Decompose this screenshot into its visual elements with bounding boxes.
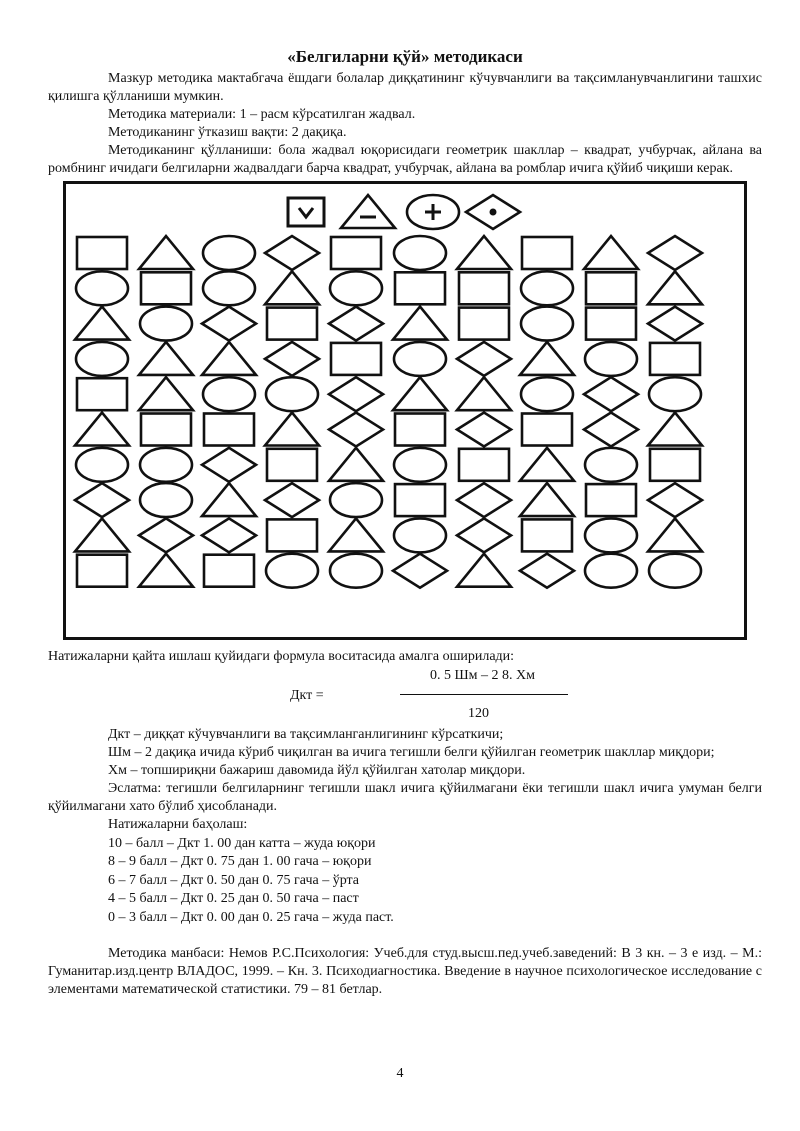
triangle-icon [648, 271, 702, 304]
diamond-icon [75, 483, 129, 517]
page-title: «Белгиларни қўй» методикаси [287, 47, 523, 66]
scale-line: 0 – 3 балл – Дкт 0. 00 дан 0. 25 гача – жуда паст. [108, 909, 394, 925]
diamond-icon [648, 236, 702, 270]
formula-numerator: 0. 5 Шм – 2 8. Хм [430, 668, 535, 683]
circle-icon [649, 377, 701, 411]
legend-square-icon [288, 198, 324, 226]
circle-icon [330, 554, 382, 588]
triangle-icon [648, 518, 702, 551]
formula [48, 668, 762, 726]
materials-line: Методика материали: 1 – расм кўрсатилган жадвал. [108, 107, 416, 122]
formula-label: Дкт = [290, 688, 324, 703]
diamond-icon [265, 483, 319, 517]
scale-line: 8 – 9 балл – Дкт 0. 75 дан 1. 00 гача – юқори [108, 854, 372, 869]
circle-icon [140, 483, 192, 517]
triangle-icon [648, 413, 702, 446]
circle-icon [76, 342, 128, 376]
diamond-icon [457, 518, 511, 552]
scale-line: 10 – балл – Дкт 1. 00 дан катта – жуда юқори [108, 835, 376, 851]
square-icon [459, 308, 509, 340]
triangle-icon [393, 307, 447, 340]
triangle-icon [520, 448, 574, 481]
circle-icon [394, 518, 446, 552]
circle-icon [203, 236, 255, 270]
circle-icon [76, 448, 128, 482]
page-number: 4 [396, 1066, 404, 1081]
fraction-line [400, 694, 568, 695]
circle-icon [76, 271, 128, 305]
diamond-icon [265, 342, 319, 376]
triangle-icon [457, 377, 511, 410]
diamond-icon [584, 413, 638, 447]
square-icon [267, 449, 317, 481]
diamond-icon [202, 307, 256, 341]
circle-icon [330, 483, 382, 517]
diamond-icon [329, 413, 383, 447]
circle-icon [394, 448, 446, 482]
circle-icon [585, 342, 637, 376]
duration-line: Методиканинг ўтказиш вақти: 2 дақиқа. [108, 125, 347, 140]
source-reference: Методика манбаси: Немов Р.С.Психология: Учеб.для студ.высш.пед.учеб.заведений: В 3 кн. – 3 е изд. – М.: Гуманитар.изд.центр ВЛАДОС, 1999. – Кн. 3. Психодиагностика. Введение в научное психологическое исследование с элементами математической статистики. 79 – 81 бетлар. [48, 946, 762, 997]
usage-paragraph: Методиканинг қўлланиши: бола жадвал юқорисидаги геометрик шакллар – квадрат, учбурчак, айлана ва ромбнинг ичидаги белгиларни жадвалдаги барча квадрат, учбурчак, айлана ва ромблар ичига қўйиб чиқиши керак. [48, 143, 762, 176]
square-icon [586, 484, 636, 516]
triangle-icon [329, 518, 383, 551]
circle-icon [394, 236, 446, 270]
circle-icon [140, 448, 192, 482]
circle-icon [203, 271, 255, 305]
scale-line: 6 – 7 балл – Дкт 0. 50 дан 0. 75 гача – ўрта [108, 872, 360, 888]
square-icon [459, 449, 509, 481]
document-page [48, 48, 762, 999]
score-scale [48, 816, 762, 927]
triangle-icon [393, 377, 447, 410]
circle-icon [521, 307, 573, 341]
circle-icon [585, 448, 637, 482]
formula-denominator: 120 [468, 706, 489, 721]
triangle-icon [139, 554, 193, 587]
definition-shm: Шм – 2 дақиқа ичида кўриб чиқилган ва ичига тегишли белги қўйилган геометрик шакллар миқдори; [108, 745, 715, 760]
triangle-icon [457, 554, 511, 587]
check-mark-icon [299, 208, 313, 217]
triangle-icon [584, 236, 638, 269]
diamond-icon [457, 413, 511, 447]
scale-title: Натижаларни баҳолаш: [108, 817, 248, 832]
square-icon [267, 308, 317, 340]
square-icon [204, 414, 254, 446]
triangle-icon [139, 236, 193, 269]
diamond-icon [202, 518, 256, 552]
triangle-icon [329, 448, 383, 481]
circle-icon [649, 554, 701, 588]
square-icon [204, 555, 254, 587]
triangle-icon [75, 413, 129, 446]
square-icon [77, 237, 127, 269]
circle-icon [140, 307, 192, 341]
square-icon [77, 555, 127, 587]
diamond-icon [457, 342, 511, 376]
square-icon [77, 378, 127, 410]
square-icon [395, 414, 445, 446]
triangle-icon [265, 413, 319, 446]
legend-circle-icon [407, 195, 459, 229]
triangle-icon [457, 236, 511, 269]
diamond-icon [520, 554, 574, 588]
circle-icon [266, 377, 318, 411]
diamond-icon [329, 307, 383, 341]
circle-icon [394, 342, 446, 376]
square-icon [141, 414, 191, 446]
triangle-icon [520, 342, 574, 375]
triangle-icon [139, 377, 193, 410]
circle-icon [585, 518, 637, 552]
circle-icon [203, 377, 255, 411]
circle-icon [585, 554, 637, 588]
diamond-icon [393, 554, 447, 588]
circle-icon [521, 271, 573, 305]
triangle-icon [139, 342, 193, 375]
definition-dkt: Дкт – диққат кўчувчанлиги ва тақсимланганлигининг кўрсаткичи; [108, 727, 504, 742]
square-icon [586, 308, 636, 340]
triangle-icon [265, 271, 319, 304]
triangle-icon [202, 483, 256, 516]
circle-icon [266, 554, 318, 588]
diamond-icon [329, 377, 383, 411]
triangle-icon [520, 483, 574, 516]
intro-paragraph: Мазкур методика мактабгача ёшдаги болалар диққатининг кўчувчанлиги ва тақсимланувчанлигини ташхис қилишга қўлланиши мумкин. [48, 71, 762, 104]
square-icon [395, 484, 445, 516]
diamond-icon [457, 483, 511, 517]
legend-diamond-icon [466, 195, 520, 229]
square-icon [395, 272, 445, 304]
square-icon [586, 272, 636, 304]
square-icon [522, 414, 572, 446]
square-icon [650, 343, 700, 375]
square-icon [650, 449, 700, 481]
diamond-icon [265, 236, 319, 270]
formula-intro: Натижаларни қайта ишлаш қуйидаги формула воситасида амалга оширилади: [48, 649, 515, 664]
triangle-icon [202, 342, 256, 375]
shapes-table-drawing [66, 184, 744, 637]
definition-khm: Хм – топшириқни бажариш давомида йўл қўйилган хатолар миқдори. [108, 763, 526, 778]
triangle-icon [75, 518, 129, 551]
square-icon [331, 343, 381, 375]
diamond-icon [584, 377, 638, 411]
dot-mark-icon [490, 209, 496, 215]
note-paragraph: Эслатма: тегишли белгиларнинг тегишли шакл ичига қўйилмагани ёки тегишли шакл ичига умуман белги қўйилмагани хато бўлиб ҳисобланади. [48, 781, 762, 814]
shapes-table-figure [63, 181, 747, 640]
scale-line: 4 – 5 балл – Дкт 0. 25 дан 0. 50 гача – паст [108, 891, 359, 906]
circle-icon [521, 377, 573, 411]
square-icon [331, 237, 381, 269]
square-icon [522, 237, 572, 269]
square-icon [522, 519, 572, 551]
circle-icon [330, 271, 382, 305]
diamond-icon [139, 518, 193, 552]
square-icon [141, 272, 191, 304]
square-icon [459, 272, 509, 304]
square-icon [267, 519, 317, 551]
diamond-icon [648, 307, 702, 341]
diamond-icon [648, 483, 702, 517]
triangle-icon [75, 307, 129, 340]
diamond-icon [202, 448, 256, 482]
legend-triangle-icon [341, 195, 395, 228]
